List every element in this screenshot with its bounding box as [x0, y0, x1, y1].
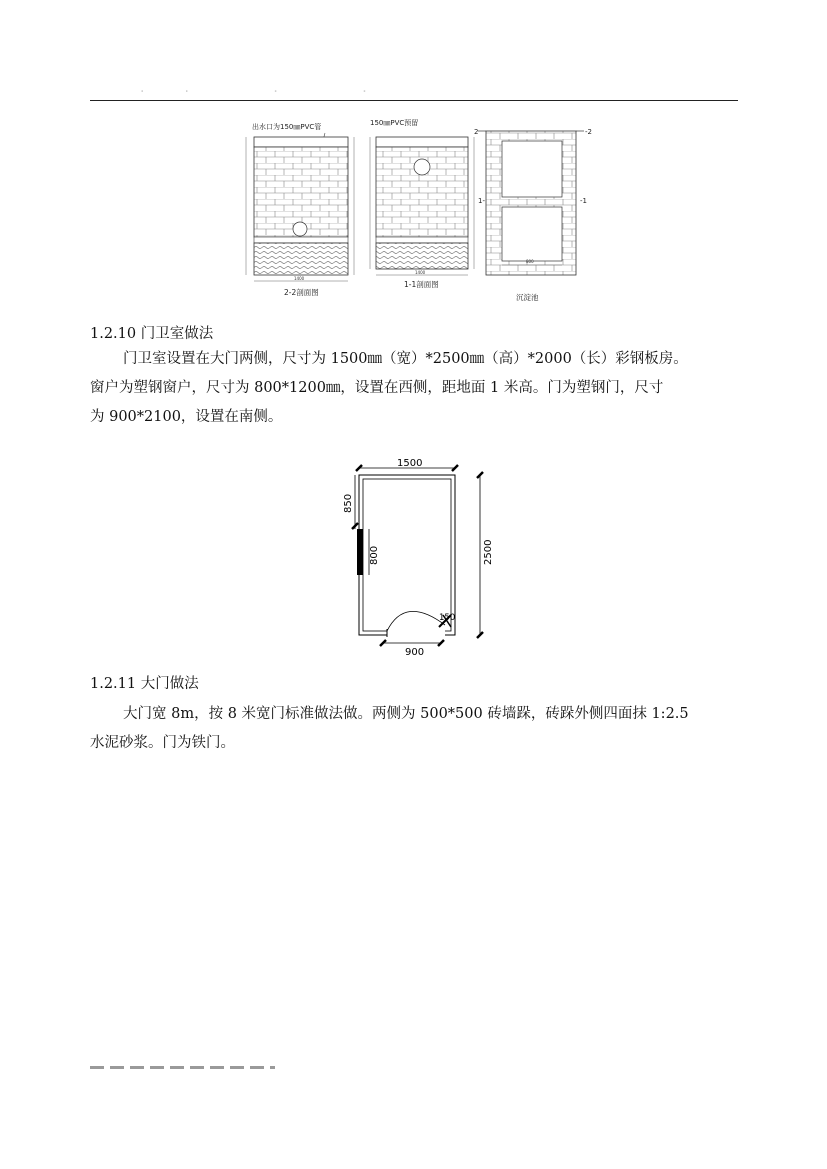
dim-2500: 2500 [483, 539, 494, 565]
dim-plan-width: 800 [526, 259, 534, 264]
sedimentation-tank-drawing [230, 115, 610, 315]
section-1210-body [90, 345, 742, 432]
section-mark-1-left: 1- [478, 197, 485, 205]
dim-900: 900 [405, 647, 425, 658]
section-1-1-label: 1-1剖面图 [404, 280, 439, 289]
west-window [357, 529, 363, 575]
dim-1-1-width: 1400 [415, 270, 426, 275]
section-1211-title: 1.2.11 大门做法 [90, 676, 199, 692]
footer-dashes [90, 1066, 275, 1069]
section-1210-line2: 窗户为塑钢窗户，尺寸为 800*1200㎜，设置在西侧，距地面 1 米高。门为塑钢门，尺寸 [90, 380, 664, 396]
section-mark-2-left: 2 [474, 128, 479, 136]
dim-150: 150 [439, 613, 456, 623]
inlet-pipe-label: 150㎜PVC预留 [370, 119, 419, 127]
outlet-pipe-label: 出水口为150㎜PVC管 [252, 123, 322, 131]
door-swing [387, 611, 445, 631]
header-rule [90, 100, 738, 101]
section-2-2-label: 2-2剖面图 [284, 288, 319, 297]
section-mark-1-right: -1 [580, 197, 587, 205]
tank-label: 沉淀池 [516, 293, 539, 302]
dim-850: 850 [343, 493, 354, 513]
section-1211-body [90, 700, 742, 758]
guard-room-plan [335, 455, 505, 660]
section-1210-title: 1.2.10 门卫室做法 [90, 326, 214, 342]
section-1210-line1: 门卫室设置在大门两侧，尺寸为 1500㎜（宽）*2500㎜（高）*2000（长）彩钢板房。 [123, 351, 688, 367]
section-1211-line2: 水泥砂浆。门为铁门。 [90, 735, 235, 751]
dim-800: 800 [369, 545, 380, 565]
dim-2-2-width: 1400 [294, 276, 305, 281]
dim-1500: 1500 [397, 458, 423, 469]
section-1211-line1: 大门宽 8m，按 8 米宽门标准做法做。两侧为 500*500 砖墙跺，砖跺外侧四面抹 1:2.5 [123, 706, 689, 722]
section-mark-2-right: -2 [585, 128, 592, 136]
section-1210-line3: 为 900*2100，设置在南侧。 [90, 409, 283, 425]
header-faded-text: ·· · · [140, 84, 407, 100]
outlet-pipe-circle [293, 222, 307, 236]
inlet-pipe-circle [414, 159, 430, 175]
